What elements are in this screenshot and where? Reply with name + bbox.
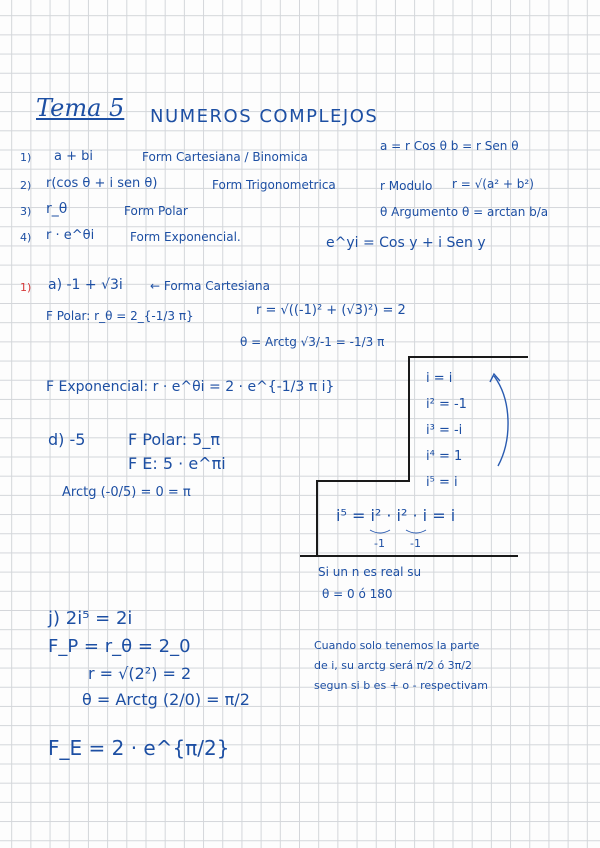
modulo-expr: r = √(a² + b²) (452, 177, 534, 191)
form-3-expr: r_θ (46, 201, 68, 217)
form-4-name: Form Exponencial. (130, 230, 241, 244)
form-2-expr: r(cos θ + i sen θ) (46, 176, 158, 191)
form-3-name: Form Polar (124, 204, 188, 218)
exercise-a-argument: θ = Arctg √3/-1 = -1/3 π (240, 335, 385, 349)
exercise-j-argument: θ = Arctg (2/0) = π/2 (82, 690, 250, 709)
underbrace-value-1: -1 (374, 537, 385, 550)
form-4-num: 4) (20, 231, 32, 244)
form-2-name: Form Trigonometrica (212, 178, 336, 192)
exercise-d-arctg: Arctg (-0/5) = 0 = π (62, 485, 191, 500)
form-4-expr: r · e^θi (46, 228, 95, 243)
curved-arrow-head (490, 374, 500, 382)
power-i3: i³ = -i (426, 423, 463, 438)
form-1-name: Form Cartesiana / Binomica (142, 150, 308, 164)
modulo-label: r Modulo (380, 179, 433, 193)
argument-label: θ Argumento (380, 205, 459, 219)
exercise-d-label: d) -5 (48, 430, 86, 449)
exercise-j-polar: F_P = r_θ = 2_0 (48, 636, 191, 657)
exercise-d-exponential: F E: 5 · e^πi (128, 454, 226, 473)
arctg-note-line-2: de i, su arctg será π/2 ó 3π/2 (314, 659, 472, 672)
form-1-expr: a + bi (54, 149, 93, 164)
exercise-j-modulus: r = √(2²) = 2 (88, 664, 192, 683)
form-3-num: 3) (20, 205, 32, 218)
box-top-line (408, 356, 528, 358)
power-i5-calculation: i⁵ = i² · i² · i = i (336, 506, 456, 525)
exercise-a-exponential: F Exponencial: r · e^θi = 2 · e^{-1/3 π i} (46, 379, 335, 395)
argument-expr: θ = arctan b/a (462, 205, 549, 219)
page-subtitle: NUMEROS COMPLEJOS (150, 106, 379, 127)
box-bottom-line (300, 555, 518, 557)
real-note-line-2: θ = 0 ó 180 (322, 587, 393, 601)
exercise-j-exponential: F_E = 2 · e^{π/2} (48, 736, 230, 760)
relation-ab: a = r Cos θ b = r Sen θ (380, 139, 519, 153)
box-left-line-lower (316, 480, 318, 556)
exercise-d-polar: F Polar: 5_π (128, 430, 220, 449)
euler-formula: e^yi = Cos y + i Sen y (326, 235, 486, 251)
exercise-number-marker: 1) (20, 281, 32, 294)
box-middle-line (316, 480, 410, 482)
underbrace-value-2: -1 (410, 537, 421, 550)
exercise-a-label: a) -1 + √3i (48, 277, 123, 293)
power-i5: i⁵ = i (426, 475, 458, 490)
page-title: Tema 5 (36, 94, 125, 122)
power-i2: i² = -1 (426, 397, 467, 412)
real-note-line-1: Si un n es real su (318, 565, 422, 579)
exercise-j-label: j) 2i⁵ = 2i (48, 608, 133, 629)
exercise-a-arrow-note: ← Forma Cartesiana (150, 279, 270, 293)
underbrace-2 (406, 530, 426, 533)
power-i4: i⁴ = 1 (426, 449, 463, 464)
underbrace-1 (370, 530, 390, 533)
box-left-line-upper (408, 356, 410, 480)
exercise-a-polar: F Polar: r_θ = 2_{-1/3 π} (46, 309, 194, 323)
arctg-note-line-1: Cuando solo tenemos la parte (314, 639, 480, 652)
arctg-note-line-3: segun si b es + o - respectivam (314, 679, 488, 692)
exercise-a-modulus: r = √((-1)² + (√3)²) = 2 (256, 303, 406, 318)
form-2-num: 2) (20, 179, 32, 192)
curved-arrow (494, 376, 508, 466)
power-i1: i = i (426, 371, 453, 386)
form-1-num: 1) (20, 151, 32, 164)
